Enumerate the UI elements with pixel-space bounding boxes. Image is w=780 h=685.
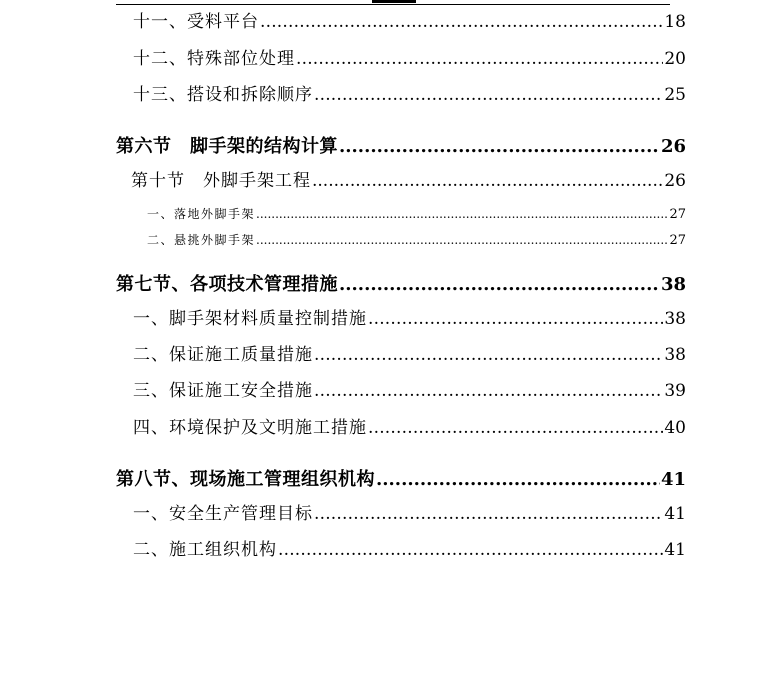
toc-subentry[interactable] [147, 205, 686, 222]
header-mark [372, 0, 416, 3]
toc-entry-title: 一、安全生产管理目标 [133, 504, 313, 524]
toc-entry-title: 一、脚手架材料质量控制措施 [133, 309, 367, 329]
toc-leader-dots [376, 469, 660, 490]
toc-entry-page: 40 [664, 418, 686, 438]
toc-leader-dots [368, 309, 663, 329]
toc-subentry[interactable] [147, 231, 686, 248]
toc-entry-page: 38 [664, 309, 686, 329]
toc-entry-title: 十一、受料平台 [133, 12, 259, 32]
toc-entry[interactable] [133, 80, 686, 105]
toc-section-page: 41 [660, 469, 686, 490]
toc-section-page: 38 [660, 274, 686, 295]
toc-leader-dots [314, 504, 663, 524]
toc-entry-page: 18 [664, 12, 686, 32]
toc-entry-title: 三、保证施工安全措施 [133, 381, 313, 401]
toc-entry-title: 二、施工组织机构 [133, 540, 277, 560]
toc-entry-title: 二、保证施工质量措施 [133, 345, 313, 365]
toc-leader-dots [339, 136, 660, 157]
toc-leader-dots [278, 540, 663, 560]
toc-leader-dots [339, 274, 660, 295]
toc-section-entry[interactable] [116, 132, 686, 158]
toc-subentry-title: 二、悬挑外脚手架 [147, 233, 256, 247]
toc-entry[interactable] [133, 535, 686, 560]
toc-leader-dots [260, 12, 663, 32]
toc-entry-page: 41 [664, 504, 686, 524]
toc-entry-title: 四、环境保护及文明施工措施 [133, 418, 367, 438]
toc-leader-dots [314, 345, 663, 365]
toc-section-title: 第六节 脚手架的结构计算 [116, 136, 338, 157]
toc-entry-page: 20 [664, 49, 686, 69]
toc-entry-page: 39 [664, 381, 686, 401]
toc-entry-page: 25 [664, 85, 686, 105]
toc-section-title: 第八节、现场施工管理组织机构 [116, 469, 375, 490]
toc-entry[interactable] [133, 44, 686, 69]
toc-entry-title: 第十节 外脚手架工程 [131, 171, 311, 191]
toc-entry-page: 26 [664, 171, 686, 191]
toc-section-page: 26 [660, 136, 686, 157]
toc-entry-title: 十三、搭设和拆除顺序 [133, 85, 313, 105]
toc-leader-dots [314, 85, 663, 105]
toc-entry[interactable] [133, 376, 686, 401]
toc-section-entry[interactable] [116, 465, 686, 491]
toc-subentry-page: 27 [669, 233, 686, 248]
toc-leader-dots [312, 171, 663, 191]
toc-subentry-page: 27 [669, 207, 686, 222]
toc-leader-dots [314, 381, 663, 401]
toc-entry-title: 十二、特殊部位处理 [133, 49, 295, 69]
toc-entry[interactable] [133, 499, 686, 524]
toc-entry[interactable] [133, 413, 686, 438]
toc-entry-page: 38 [664, 345, 686, 365]
toc-section-title: 第七节、各项技术管理措施 [116, 274, 338, 295]
toc-entry[interactable] [133, 7, 686, 32]
toc-subentry-title: 一、落地外脚手架 [147, 207, 256, 221]
toc-entry[interactable] [133, 340, 686, 365]
header-rule [116, 4, 670, 5]
toc-entry[interactable] [131, 166, 686, 191]
toc-leader-dots [256, 207, 668, 221]
toc-leader-dots [296, 49, 663, 69]
toc-section-entry[interactable] [116, 270, 686, 296]
toc-entry[interactable] [133, 304, 686, 329]
toc-entry-page: 41 [664, 540, 686, 560]
toc-leader-dots [256, 233, 668, 247]
toc-leader-dots [368, 418, 663, 438]
